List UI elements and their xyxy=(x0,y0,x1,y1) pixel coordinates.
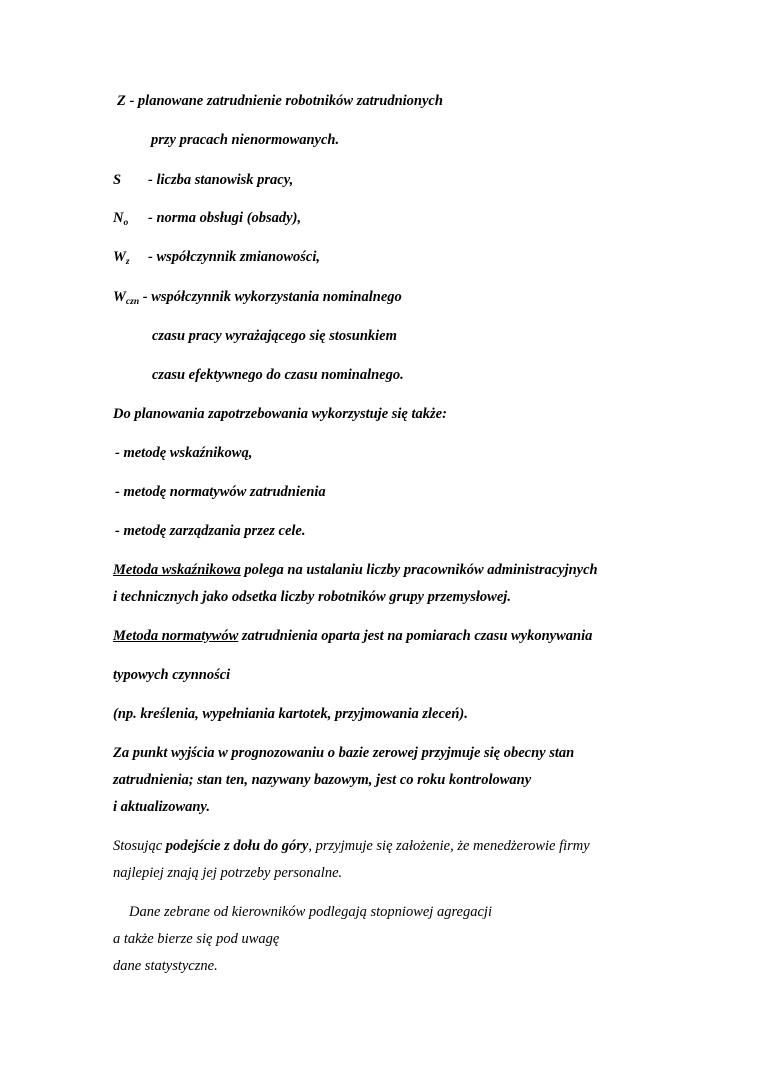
def-no-text: - norma obsługi (obsady), xyxy=(148,210,302,226)
def-wczn-line2: czasu pracy wyrażającego się stosunkiem xyxy=(152,328,397,344)
symbol-wczn: W xyxy=(113,289,126,305)
symbol-n: N xyxy=(113,210,124,226)
def-s-text: - liczba stanowisk pracy, xyxy=(148,172,294,188)
zero-base-line3: i aktualizowany. xyxy=(113,799,210,815)
bottom-up-rest: , przyjmuje się założenie, że menedżerowie firmy xyxy=(308,838,590,854)
zero-base-line2: zatrudnienia; stan ten, nazywany bazowym, jest co roku kontrolowany xyxy=(113,772,532,788)
def-no xyxy=(113,209,301,232)
normative-rest: zatrudnienia oparta jest na pomiarach czasu wykonywania xyxy=(238,628,593,644)
normative-paragraph xyxy=(113,627,592,645)
indicator-line2: i technicznych jako odsetka liczby robotników grupy przemysłowej. xyxy=(113,589,511,605)
def-wczn xyxy=(113,288,402,311)
bottom-up-line2: najlepiej znają jej potrzeby personalne. xyxy=(113,865,343,881)
def-s xyxy=(113,171,293,189)
method-item: - metodę wskaźnikową, xyxy=(115,445,253,461)
symbol-n-subscript: o xyxy=(123,218,129,228)
bottom-up-term: podejście z dołu do góry xyxy=(165,838,309,854)
zero-base-line1: Za punkt wyjścia w prognozowaniu o bazie zerowej przyjmuje się obecny stan xyxy=(113,745,575,761)
def-wczn-text: - współczynnik wykorzystania nominalnego xyxy=(139,289,402,305)
bottom-up-prefix: Stosując xyxy=(113,838,166,854)
aggregation-line1: Dane zebrane od kierowników podlegają stopniowej agregacji xyxy=(129,904,492,920)
indicator-rest: polega na ustalaniu liczby pracowników administracyjnych xyxy=(240,562,598,578)
def-z-line2: przy pracach nienormowanych. xyxy=(151,132,340,148)
symbol-wczn-subscript: czn xyxy=(125,297,140,307)
symbol-w: W xyxy=(113,249,126,265)
def-wczn-line3: czasu efektywnego do czasu nominalnego. xyxy=(152,367,404,383)
methods-intro: Do planowania zapotrzebowania wykorzystuje się także: xyxy=(113,406,447,422)
aggregation-line3: dane statystyczne. xyxy=(113,958,218,974)
normative-term: Metoda normatywów xyxy=(113,628,239,644)
method-item: - metodę normatywów zatrudnienia xyxy=(115,484,326,500)
symbol-w-subscript: z xyxy=(125,257,130,267)
bottom-up-paragraph xyxy=(113,837,590,855)
aggregation-line2: a także bierze się pod uwagę xyxy=(113,931,280,947)
normative-line3: (np. kreślenia, wypełniania kartotek, przyjmowania zleceń). xyxy=(113,706,468,722)
indicator-term: Metoda wskaźnikowa xyxy=(113,562,241,578)
def-z-line1: Z - planowane zatrudnienie robotników zatrudnionych xyxy=(117,93,443,109)
def-wz-text: - współczynnik zmianowości, xyxy=(148,249,321,265)
indicator-paragraph xyxy=(113,561,598,579)
symbol-s: S xyxy=(113,172,122,188)
def-wz xyxy=(113,248,320,271)
method-item: - metodę zarządzania przez cele. xyxy=(115,523,306,539)
normative-line2: typowych czynności xyxy=(113,667,231,683)
